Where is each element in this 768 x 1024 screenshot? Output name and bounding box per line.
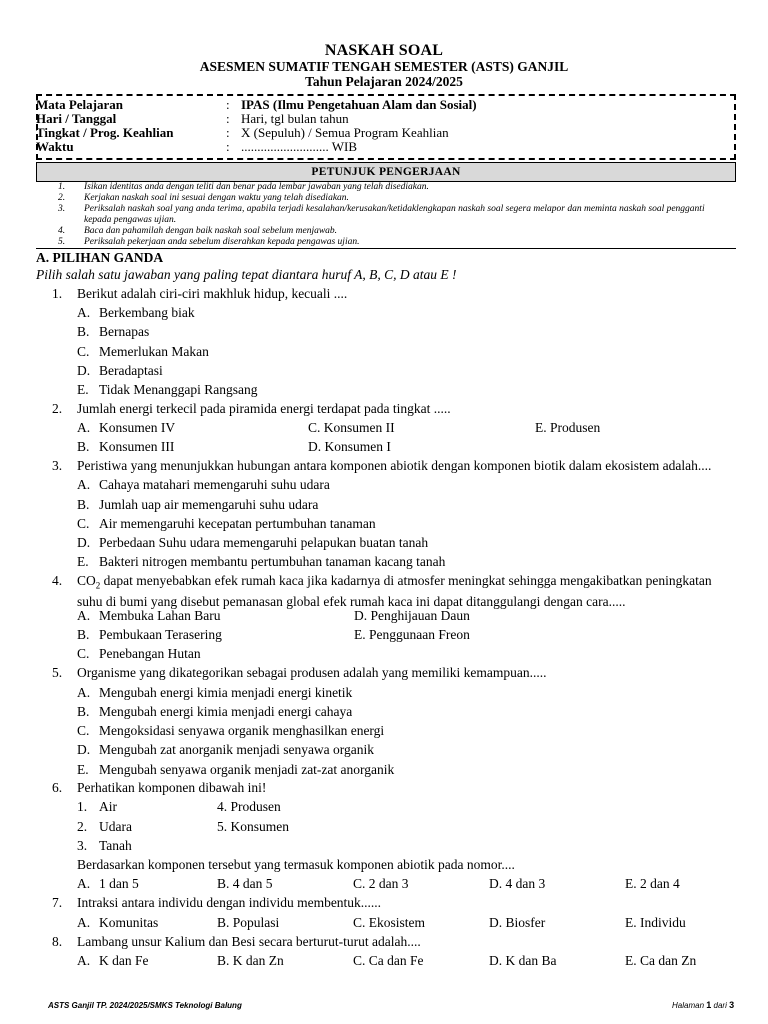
- option-text: Penebangan Hutan: [99, 646, 201, 661]
- info-value: X (Sepuluh) / Semua Program Keahlian: [241, 125, 449, 140]
- question-number: 4.: [52, 573, 63, 588]
- instruction-item: [58, 193, 728, 204]
- question-text: Peristiwa yang menunjukkan hubungan antara komponen abiotik dengan komponen biotik dalam ekosistem adalah....: [77, 458, 712, 473]
- option-letter: A.: [77, 420, 91, 435]
- option-e: E. 2 dan 4: [625, 876, 680, 891]
- option-d: D. K dan Ba: [489, 953, 557, 968]
- question-text: Lambang unsur Kalium dan Besi secara berturut-turut adalah....: [77, 934, 421, 949]
- instruction-text: Isikan identitas anda dengan teliti dan benar pada lembar jawaban yang telah disediakan.: [84, 182, 429, 192]
- question-text: Berikut adalah ciri-ciri makhluk hidup, kecuali ....: [77, 286, 348, 301]
- instruction-number: 5.: [58, 237, 66, 247]
- divider: [36, 248, 736, 249]
- option-letter: E.: [77, 762, 89, 777]
- question-4: [0, 573, 768, 609]
- question-number: 6.: [52, 780, 63, 795]
- option-e: E. Individu: [625, 915, 686, 930]
- footer-page-of: dari: [713, 1001, 727, 1010]
- footer-page-total: 3: [729, 1000, 735, 1010]
- option-c: C. Ca dan Fe: [353, 953, 424, 968]
- info-label: Mata Pelajaran: [36, 97, 124, 112]
- option-text: Komunitas: [99, 915, 159, 930]
- option-letter: D.: [77, 535, 91, 550]
- option-text: Konsumen IV: [99, 420, 176, 435]
- option-text: Beradaptasi: [99, 363, 163, 378]
- question-number: 2.: [52, 401, 63, 416]
- option-letter: A.: [77, 876, 91, 891]
- option-letter: B.: [77, 627, 90, 642]
- option-letter: A.: [77, 477, 91, 492]
- question-number: 5.: [52, 665, 63, 680]
- question-text: Intraksi antara individu dengan individu membentuk......: [77, 895, 382, 910]
- option-text: Konsumen III: [99, 439, 175, 454]
- instruction-item: [58, 204, 728, 226]
- instruction-number: 1.: [58, 182, 66, 192]
- question-5: [0, 665, 768, 681]
- section-instruction: Pilih salah satu jawaban yang paling tepat diantara huruf A, B, C, D atau E !: [36, 267, 457, 282]
- info-colon: :: [226, 139, 230, 154]
- option-letter: B.: [77, 497, 90, 512]
- option-text: Tidak Menanggapi Rangsang: [99, 382, 258, 397]
- option-d: D. Penghijauan Daun: [354, 608, 470, 623]
- option-letter: B.: [77, 324, 90, 339]
- question-3: [0, 458, 768, 474]
- option-text: Jumlah uap air memengaruhi suhu udara: [99, 497, 319, 512]
- option-d: D. 4 dan 3: [489, 876, 546, 891]
- document-title: NASKAH SOAL: [324, 42, 444, 59]
- option-text: Mengubah zat anorganik menjadi senyawa organik: [99, 742, 375, 757]
- info-value: ........................... WIB: [241, 139, 358, 154]
- option-letter: D.: [77, 363, 91, 378]
- option-text: Mengubah energi kimia menjadi energi kinetik: [99, 685, 353, 700]
- option-text: Bakteri nitrogen membantu pertumbuhan tanaman kacang tanah: [99, 554, 446, 569]
- question-2: [0, 401, 768, 417]
- instruction-number: 3.: [58, 204, 66, 214]
- option-letter: E.: [77, 554, 89, 569]
- info-label: Tingkat / Prog. Keahlian: [36, 125, 174, 140]
- option-d: D. Konsumen I: [308, 439, 391, 454]
- instruction-text: Kerjakan naskah soal ini sesuai dengan waktu yang telah disediakan.: [84, 193, 349, 203]
- instruction-text: Baca dan pahamilah dengan baik naskah soal sebelum menjawab.: [84, 226, 338, 236]
- option-text: Air memengaruhi kecepatan pertumbuhan tanaman: [99, 516, 376, 531]
- option-text: Mengubah senyawa organik menjadi zat-zat anorganik: [99, 762, 395, 777]
- info-colon: :: [226, 97, 230, 112]
- option-text: 1 dan 5: [99, 876, 139, 891]
- info-label: Waktu: [36, 139, 74, 154]
- footer-page-number: 1: [706, 1000, 712, 1010]
- option-text: Mengubah energi kimia menjadi energi cahaya: [99, 704, 353, 719]
- option-letter: A.: [77, 305, 91, 320]
- question-number: 8.: [52, 934, 63, 949]
- option-letter: B.: [77, 439, 90, 454]
- option-b: B. K dan Zn: [217, 953, 284, 968]
- option-e: E. Produsen: [535, 420, 601, 435]
- component-number: 1.: [77, 799, 88, 814]
- question-number: 3.: [52, 458, 63, 473]
- info-colon: :: [226, 111, 230, 126]
- instruction-item: [58, 237, 728, 248]
- option-letter: B.: [77, 704, 90, 719]
- info-value: Hari, tgl bulan tahun: [241, 111, 349, 126]
- option-letter: C.: [77, 516, 90, 531]
- component-number: 2.: [77, 819, 88, 834]
- component-item: 4. Produsen: [217, 799, 281, 814]
- option-b: B. 4 dan 5: [217, 876, 273, 891]
- footer-left: ASTS Ganjil TP. 2024/2025/SMKS Teknologi Balung: [48, 1001, 242, 1010]
- question-text: Jumlah energi terkecil pada piramida energi terdapat pada tingkat .....: [77, 401, 451, 416]
- option-c: C. Konsumen II: [308, 420, 395, 435]
- info-value: IPAS (Ilmu Pengetahuan Alam dan Sosial): [241, 97, 477, 112]
- option-text: Cahaya matahari memengaruhi suhu udara: [99, 477, 330, 492]
- option-e: E. Ca dan Zn: [625, 953, 697, 968]
- academic-year: Tahun Pelajaran 2024/2025: [305, 74, 463, 89]
- option-letter: E.: [77, 382, 89, 397]
- info-colon: :: [226, 125, 230, 140]
- instruction-number: 2.: [58, 193, 66, 203]
- formula-subscript: 2: [95, 580, 101, 591]
- option-letter: A.: [77, 685, 91, 700]
- option-text: Pembukaan Terasering: [99, 627, 222, 642]
- question-followup: Berdasarkan komponen tersebut yang termasuk komponen abiotik pada nomor....: [77, 857, 515, 872]
- instruction-text: Periksalah naskah soal yang anda terima, apabila terjadi kesalahan/kerusakan/ketidaklengkapan naskah soal segera melapor dan meminta naskah soal pengganti kepada pengawas ujian.: [84, 204, 705, 225]
- component-item: 5. Konsumen: [217, 819, 289, 834]
- option-c: C. 2 dan 3: [353, 876, 409, 891]
- question-number: 7.: [52, 895, 63, 910]
- option-b: B. Populasi: [217, 915, 280, 930]
- question-7: [0, 895, 768, 911]
- instruction-number: 4.: [58, 226, 66, 236]
- component-text: Tanah: [99, 838, 132, 853]
- instruction-item: [58, 226, 728, 237]
- question-text: [77, 573, 737, 610]
- info-label: Hari / Tanggal: [36, 111, 117, 126]
- footer-page-label: Halaman: [672, 1001, 705, 1010]
- option-text: K dan Fe: [99, 953, 149, 968]
- option-letter: C.: [77, 723, 90, 738]
- component-text: Udara: [99, 819, 132, 834]
- option-letter: C.: [77, 344, 90, 359]
- option-letter: A.: [77, 953, 91, 968]
- component-text: Air: [99, 799, 117, 814]
- question-text-rest: dapat menyebabkan efek rumah kaca jika kadarnya di atmosfer meningkat sehingga mengakibatkan peningkatan suhu di bumi yang disebut pemanasan global efek rumah kaca ini dapat ditanggulangi dengan cara.....: [77, 573, 712, 609]
- formula-co: CO: [77, 573, 96, 588]
- instruction-item: [58, 182, 728, 193]
- option-text: Mengoksidasi senyawa organik menghasilkan energi: [99, 723, 385, 738]
- question-text: Perhatikan komponen dibawah ini!: [77, 780, 267, 795]
- option-text: Bernapas: [99, 324, 150, 339]
- footer-page-indicator: [672, 1000, 734, 1010]
- option-letter: A.: [77, 915, 91, 930]
- section-title: A. PILIHAN GANDA: [36, 250, 164, 265]
- document-subtitle: ASESMEN SUMATIF TENGAH SEMESTER (ASTS) GANJIL: [199, 59, 569, 74]
- instruction-text: Periksalah pekerjaan anda sebelum diserahkan kepada pengawas ujian.: [84, 237, 360, 247]
- option-letter: D.: [77, 742, 91, 757]
- question-text: Organisme yang dikategorikan sebagai produsen adalah yang memiliki kemampuan.....: [77, 665, 547, 680]
- question-1: [0, 286, 768, 302]
- option-d: D. Biosfer: [489, 915, 546, 930]
- option-c: C. Ekosistem: [353, 915, 426, 930]
- option-text: Perbedaan Suhu udara memengaruhi pelapukan buatan tanah: [99, 535, 429, 550]
- option-text: Berkembang biak: [99, 305, 195, 320]
- component-number: 3.: [77, 838, 88, 853]
- option-e: E. Penggunaan Freon: [354, 627, 470, 642]
- option-letter: A.: [77, 608, 91, 623]
- option-text: Memerlukan Makan: [99, 344, 209, 359]
- option-letter: C.: [77, 646, 90, 661]
- option-text: Membuka Lahan Baru: [99, 608, 221, 623]
- question-6: [0, 780, 768, 796]
- question-number: 1.: [52, 286, 63, 301]
- question-8: [0, 934, 768, 950]
- instructions-header: PETUNJUK PENGERJAAN: [36, 162, 736, 182]
